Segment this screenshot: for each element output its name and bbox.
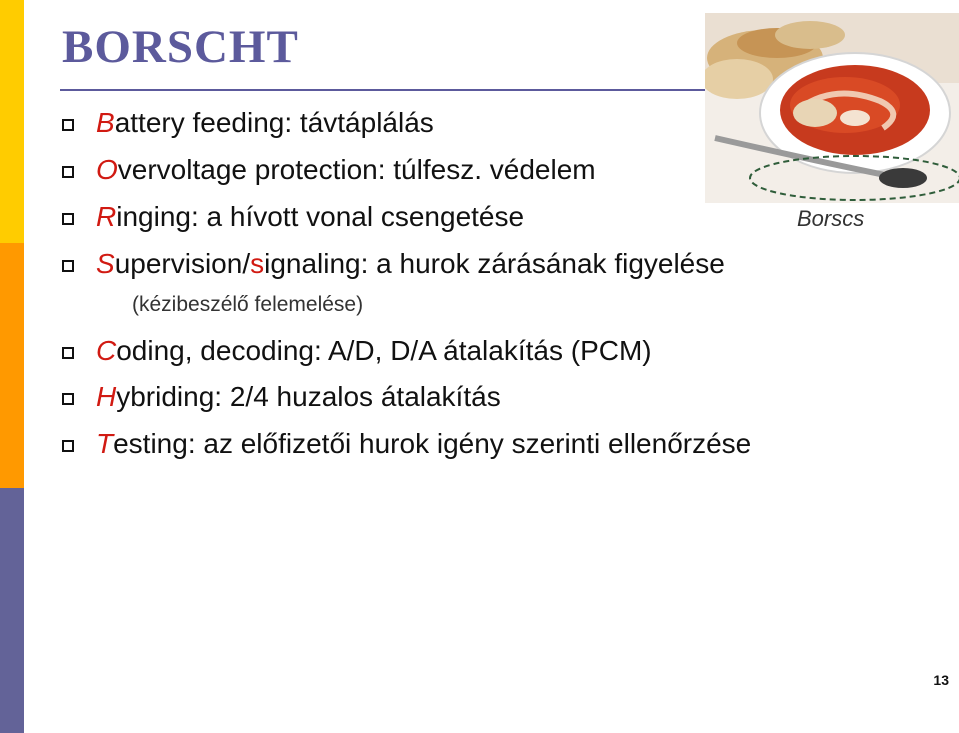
borscht-photo [705, 13, 959, 203]
image-caption: Borscs [797, 206, 865, 231]
square-bullet-icon [62, 166, 74, 178]
page-number: 13 [933, 672, 949, 688]
accent-stripe-purple [0, 488, 24, 733]
square-bullet-icon [62, 393, 74, 405]
slide-title: BORSCHT [62, 21, 299, 73]
square-bullet-icon [62, 260, 74, 272]
square-bullet-icon [62, 347, 74, 359]
accent-stripe-yellow [0, 0, 24, 243]
accent-stripe-orange [0, 243, 24, 488]
square-bullet-icon [62, 213, 74, 225]
square-bullet-icon [62, 440, 74, 452]
sub-note: (kézibeszélő felemelése) [132, 293, 364, 316]
square-bullet-icon [62, 119, 74, 131]
title-underline [60, 89, 710, 91]
